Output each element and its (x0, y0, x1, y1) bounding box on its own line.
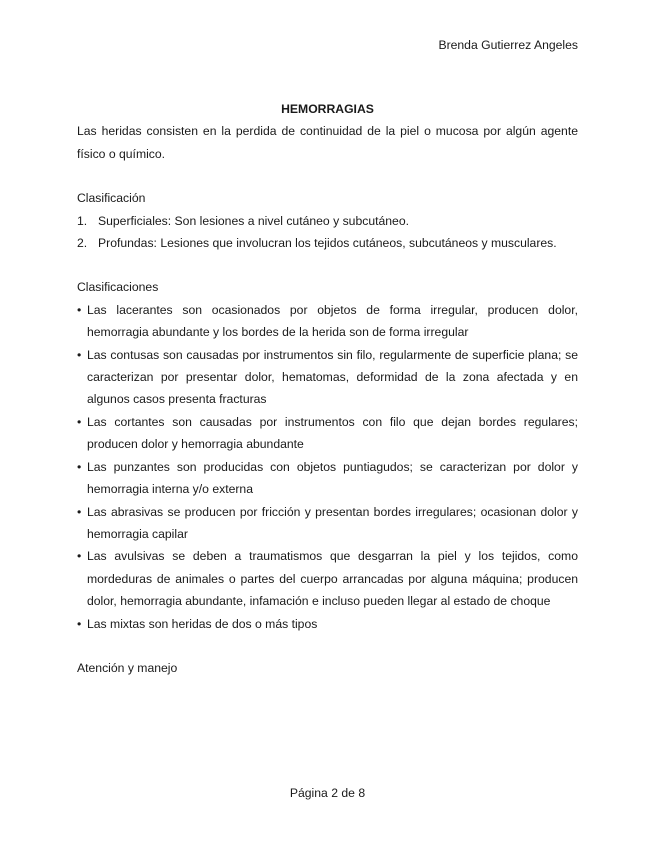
classifications-list (77, 299, 578, 635)
page-title: HEMORRAGIAS (281, 102, 374, 116)
list-number: 1. (77, 213, 88, 228)
list-item-text: Las cortantes son causadas por instrumentos con filo que dejan bordes regulares; producen dolor y hemorragia abundante (87, 414, 578, 452)
bullet-icon: • (77, 414, 82, 429)
list-item-text: Las lacerantes son ocasionados por objetos de forma irregular, producen dolor, hemorragia abundante y los bordes de la herida son de forma irregular (87, 302, 578, 340)
attention-heading: Atención y manejo (77, 660, 178, 675)
list-item-text: Las avulsivas se deben a traumatismos que desgarran la piel y los tejidos, como mordeduras de animales o partes del cuerpo arrancadas por alguna máquina; producen dolor, hemorragia abundante, infamación e incluso pueden llegar al estado de choque (87, 549, 578, 609)
bullet-icon: • (77, 302, 82, 317)
classification-list (77, 210, 578, 255)
list-item-text: Las punzantes son producidas con objetos puntiagudos; se caracterizan por dolor y hemorragia interna y/o externa (87, 459, 578, 497)
list-item (77, 501, 578, 546)
classification-heading: Clasificación (77, 191, 146, 206)
header-author: Brenda Gutierrez Angeles (438, 38, 578, 52)
list-item (77, 232, 578, 254)
list-item-text: Las mixtas son heridas de dos o más tipos (87, 616, 318, 631)
list-item (77, 613, 578, 635)
list-item (77, 210, 578, 232)
list-item (77, 456, 578, 501)
list-item (77, 299, 578, 344)
list-item-text: Las abrasivas se producen por fricción y presentan bordes irregulares; ocasionan dolor y hemorragia capilar (87, 504, 578, 541)
page-number: Página 2 de 8 (289, 786, 366, 800)
bullet-icon: • (77, 549, 82, 564)
intro-paragraph: Las heridas consisten en la perdida de continuidad de la piel o mucosa por algún agente físico o químico. (77, 124, 578, 161)
list-item (77, 411, 578, 456)
list-item-text: Las contusas son causadas por instrumentos sin filo, regularmente de superficie plana; se caracterizan por presentar dolor, hematomas, deformidad de la zona afectada y en algunos casos presenta fracturas (87, 347, 578, 407)
bullet-icon: • (77, 459, 82, 474)
list-item (77, 344, 578, 411)
bullet-icon: • (77, 616, 82, 631)
list-number: 2. (77, 236, 88, 251)
bullet-icon: • (77, 504, 82, 519)
list-item-text: Profundas: Lesiones que involucran los tejidos cutáneos, subcutáneos y musculares. (98, 236, 557, 251)
bullet-icon: • (77, 347, 82, 362)
document-body (77, 98, 578, 679)
list-item-text: Superficiales: Son lesiones a nivel cutáneo y subcutáneo. (98, 213, 409, 228)
classifications-heading: Clasificaciones (77, 280, 159, 295)
list-item (77, 545, 578, 612)
